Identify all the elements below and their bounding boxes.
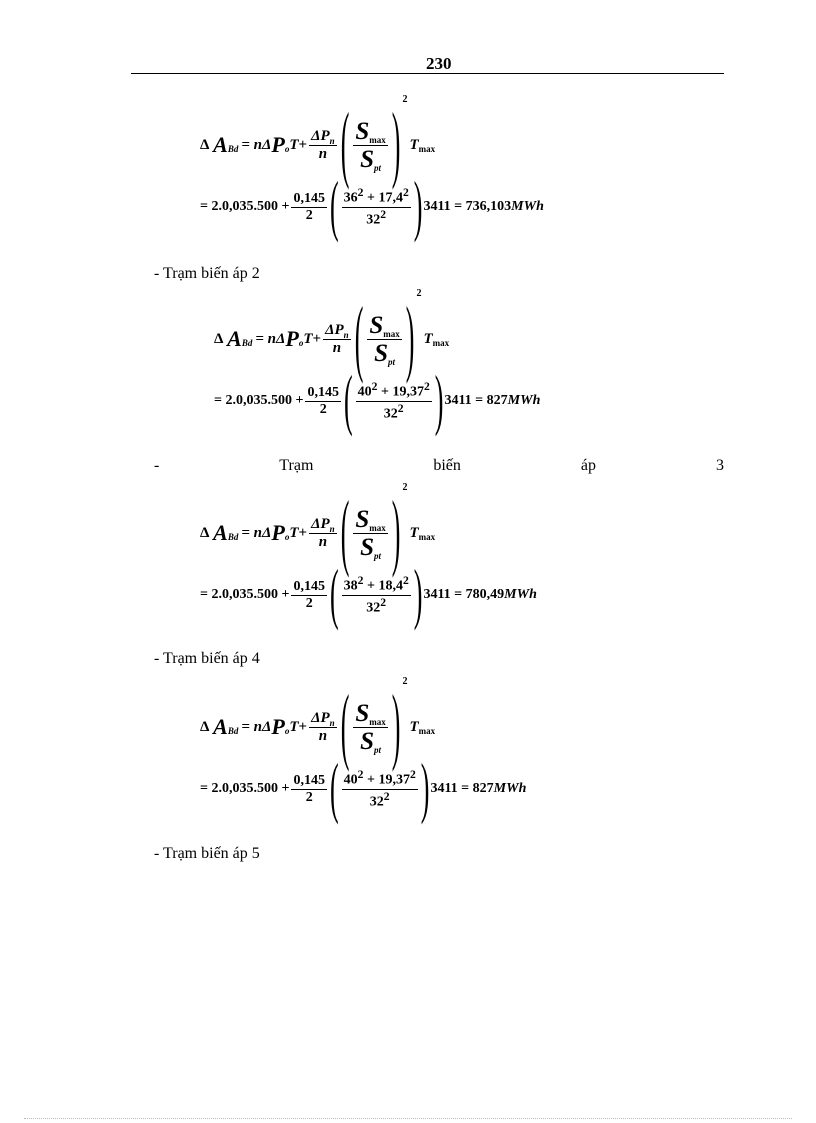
- formula-line-general: Δ A Bd = nΔ P o T + $\frac{\Delta P_n}{n}$ ( $\frac{S_{max}}{S_{pt}}$ ) 2 T max: [200, 93, 436, 192]
- result-value-3: 780,49: [465, 587, 505, 602]
- numeric-loss-fraction: $\frac{0,145}{2}$: [293, 190, 325, 223]
- section-heading-4: - Trạm biến áp 4: [154, 650, 260, 667]
- power-subscript: o: [284, 144, 290, 154]
- delta-symbol: Δ: [200, 136, 210, 153]
- energy-subscript: Bd: [227, 144, 239, 154]
- page-footer-dotted-line: [24, 1118, 792, 1119]
- plus-sign: +: [298, 136, 308, 153]
- header-rule: [131, 73, 724, 74]
- tmax-symbol: T: [409, 136, 419, 153]
- numeric-load-fraction: $\frac{36^2 + 17,4^2}{32^2}$: [343, 185, 409, 228]
- result-value-4: 827: [472, 781, 494, 796]
- power-symbol: P: [271, 132, 285, 157]
- load-ratio-fraction: $\frac{S_{max}}{S_{pt}}$: [355, 117, 386, 173]
- exponent: 2: [402, 93, 408, 105]
- page-number: 230: [426, 54, 452, 73]
- formula-line-numeric: = 2.0,035.500 + $\frac{0,145}{2}$ ( $\frac{36^2 + 17,4^2}{32^2}$ ) 3411 = 736,103 MWh: [200, 168, 544, 244]
- section-heading-3: - Trạm biến áp 3: [154, 457, 724, 474]
- formula-block-4: Δ A Bd = nΔ P o T + $\frac{\Delta P_n}{n}$ ( $\frac{S_{max}}{S_{pt}}$ ) 2 T max = 2.0,035.500 + $\frac{0,145}{2}$ ( $\frac{40^2 + 19,37^2}{32^2}$ ) 3411 = 827 MWh: [200, 675, 527, 826]
- energy-symbol: A: [213, 132, 228, 157]
- result-value: 736,103: [465, 199, 512, 214]
- section-heading-5: - Trạm biến áp 5: [154, 845, 260, 862]
- section-heading-2: - Trạm biến áp 2: [154, 265, 260, 282]
- formula-block-3: Δ A Bd = nΔ P o T + $\frac{\Delta P_n}{n}$ ( $\frac{S_{max}}{S_{pt}}$ ) 2 T max = 2.0,035.500 + $\frac{0,145}{2}$ ( $\frac{38^2 + 18,4^2}{32^2}$ ) 3411 = 780,49 MWh: [200, 481, 537, 632]
- loss-fraction: $\frac{\Delta P_n}{n}$: [311, 127, 335, 162]
- time-symbol: T: [289, 136, 299, 153]
- formula-block-2: Δ A Bd = nΔ P o T + $\frac{\Delta P_n}{n}$ ( $\frac{S_{max}}{S_{pt}}$ ) 2 T max = 2.0,035.500 + $\frac{0,145}{2}$ ( $\frac{40^2 + 19,37^2}{32^2}$ ) 3411 = 827 MWh: [214, 287, 541, 438]
- rhs-term: = nΔ: [241, 136, 272, 153]
- formula-block-1: [200, 93, 544, 244]
- result-value-2: 827: [486, 393, 508, 408]
